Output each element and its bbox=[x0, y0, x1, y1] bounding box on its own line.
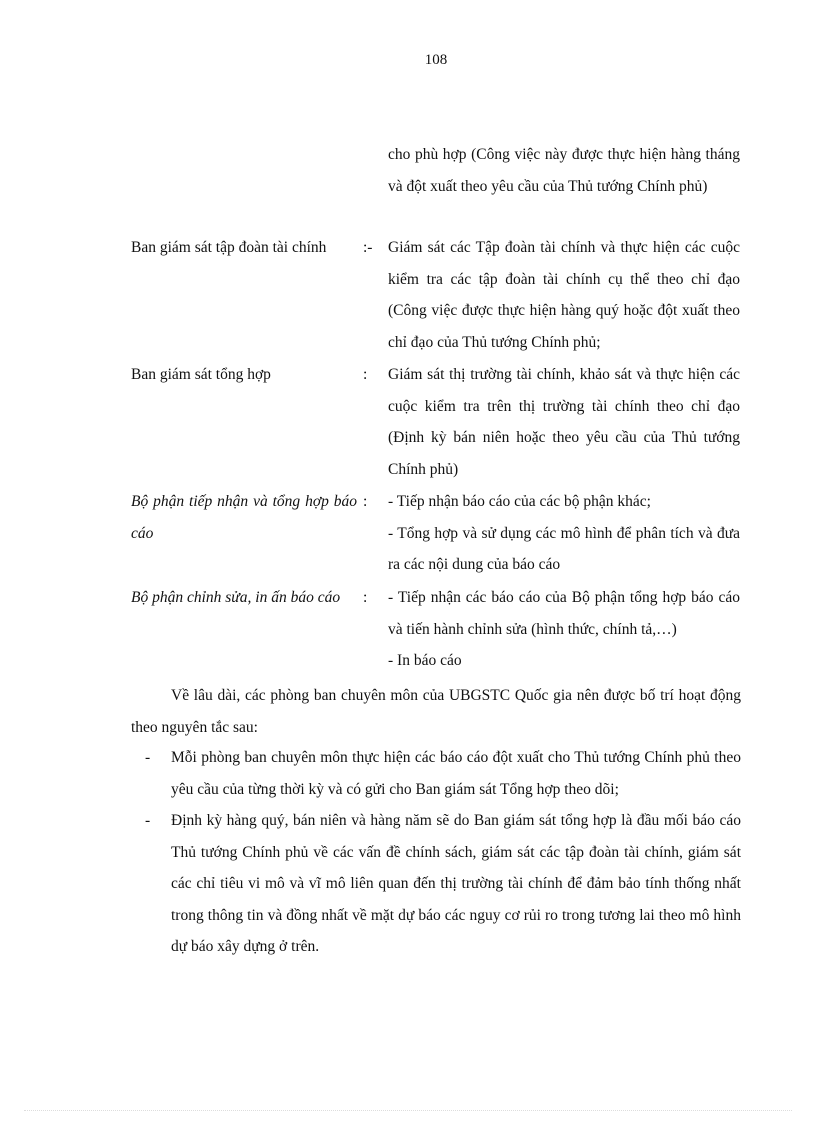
body-paragraph: Về lâu dài, các phòng ban chuyên môn của UBGSTC Quốc gia nên được bố trí hoạt động theo nguyên tắc sau: bbox=[131, 687, 741, 736]
description-line: - Tiếp nhận các báo cáo của Bộ phận tổng hợp báo cáo và tiến hành chỉnh sửa (hình thức, chính tả,…) bbox=[388, 589, 740, 638]
definition-colon: : bbox=[363, 366, 368, 383]
definition-term: Bộ phận tiếp nhận và tổng hợp báo cáo bbox=[131, 493, 357, 542]
bullet-dash: - bbox=[145, 812, 151, 829]
definition-term: Ban giám sát tập đoàn tài chính bbox=[131, 239, 327, 256]
page-bottom-divider bbox=[24, 1110, 792, 1111]
bullet-text: Định kỳ hàng quý, bán niên và hàng năm sẽ do Ban giám sát tổng hợp là đầu mối báo cáo Thủ tướng Chính phủ về các vấn đề chính sách, giám sát các tập đoàn tài chính, giám sát các chỉ tiêu vi mô và vĩ mô liên quan đến thị trường tài chính để đảm bảo tính thống nhất trong thông tin và đồng nhất về mặt dự báo các nguy cơ rủi ro trong tương lai theo mô hình dự báo xây dựng ở trên. bbox=[171, 812, 741, 955]
definition-colon: :- bbox=[363, 239, 373, 256]
bullet-list bbox=[131, 742, 741, 963]
definition-colon: : bbox=[363, 589, 368, 606]
bullet-dash: - bbox=[145, 749, 151, 766]
definition-term: Bộ phận chỉnh sửa, in ấn báo cáo bbox=[131, 589, 341, 606]
definition-description bbox=[388, 582, 740, 677]
list-item bbox=[131, 742, 741, 805]
description-line: - In báo cáo bbox=[388, 652, 462, 669]
definition-description bbox=[388, 359, 740, 485]
list-item bbox=[131, 805, 741, 963]
description-line: Giám sát thị trường tài chính, khảo sát và thực hiện các cuộc kiểm tra trên thị trường tài chính theo chỉ đạo (Định kỳ bán niên hoặc theo yêu cầu của Thủ tướng Chính phủ) bbox=[388, 366, 740, 478]
description-line: Giám sát các Tập đoàn tài chính và thực hiện các cuộc kiểm tra các tập đoàn tài chính cụ thể theo chỉ đạo (Công việc được thực hiện hàng quý hoặc đột xuất theo chỉ đạo của Thủ tướng Chính phủ; bbox=[388, 239, 740, 351]
definition-description bbox=[388, 232, 740, 358]
definition-term: Ban giám sát tổng hợp bbox=[131, 366, 271, 383]
page-number: 108 bbox=[424, 52, 448, 68]
continuation-text: cho phù hợp (Công việc này được thực hiện hàng tháng và đột xuất theo yêu cầu của Thủ tướng Chính phủ) bbox=[388, 146, 740, 195]
description-line: - Tiếp nhận báo cáo của các bộ phận khác; bbox=[388, 493, 651, 510]
definition-description bbox=[388, 486, 740, 581]
bullet-text: Mỗi phòng ban chuyên môn thực hiện các báo cáo đột xuất cho Thủ tướng Chính phủ theo yêu cầu của từng thời kỳ và có gửi cho Ban giám sát Tổng hợp theo dõi; bbox=[171, 749, 741, 798]
description-line: - Tổng hợp và sử dụng các mô hình để phân tích và đưa ra các nội dung của báo cáo bbox=[388, 524, 740, 573]
definition-colon: : bbox=[363, 493, 368, 510]
